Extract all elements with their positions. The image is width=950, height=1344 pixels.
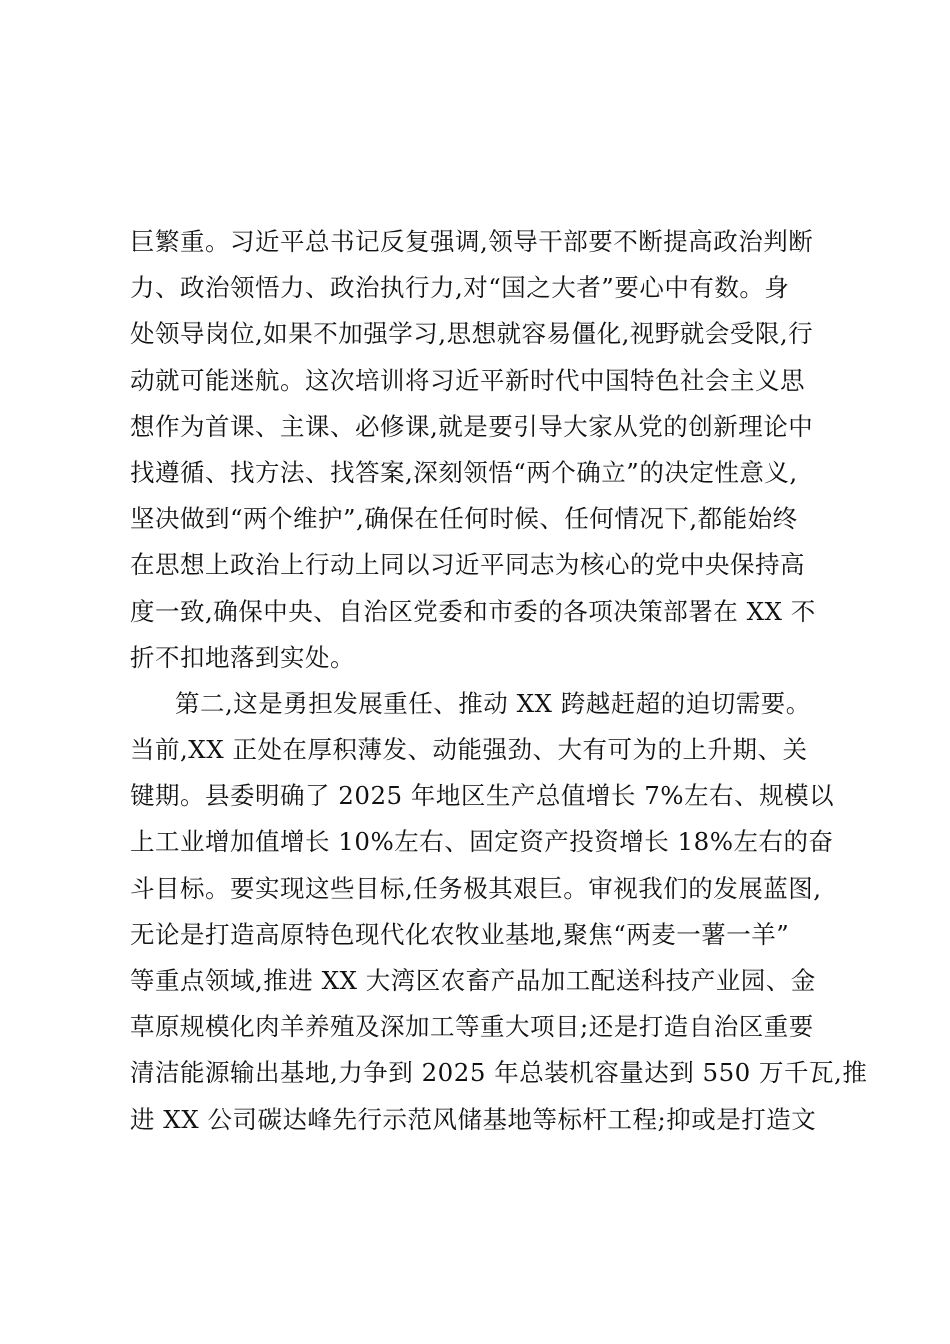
text-line: 清洁能源输出基地,力争到 2025 年总装机容量达到 550 万千瓦,推 [130,1058,868,1088]
text-line: 无论是打造高原特色现代化农牧业基地,聚焦“两麦一薯一羊” [130,919,790,949]
body-text [130,219,868,1143]
text-line: 草原规模化肉羊养殖及深加工等重大项目;还是打造自治区重要 [130,1012,814,1042]
text-line: 键期。县委明确了 2025 年地区生产总值增长 7%左右、规模以 [130,781,835,811]
text-line: 斗目标。要实现这些目标,任务极其艰巨。审视我们的发展蓝图, [130,873,822,903]
text-line: 找遵循、找方法、找答案,深刻领悟“两个确立”的决定性意义, [130,457,798,487]
text-line: 进 XX 公司碳达峰先行示范风储基地等标杆工程;抑或是打造文 [130,1104,817,1134]
text-line: 巨繁重。习近平总书记反复强调,领导干部要不断提高政治判断 [130,227,814,256]
text-line: 处领导岗位,如果不加强学习,思想就容易僵化,视野就会受限,行 [130,319,814,349]
text-line: 等重点领域,推进 XX 大湾区农畜产品加工配送科技产业园、金 [130,966,816,995]
text-line: 上工业增加值增长 10%左右、固定资产投资增长 18%左右的奋 [130,827,834,857]
text-line: 度一致,确保中央、自治区党委和市委的各项决策部署在 XX 不 [130,596,816,626]
paragraph-start-line: 第二,这是勇担发展重任、推动 XX 跨越赶超的迫切需要。 [175,688,811,718]
text-line: 在思想上政治上行动上同以习近平同志为核心的党中央保持高 [130,550,805,580]
text-line: 力、政治领悟力、政治执行力,对“国之大者”要心中有数。身 [130,273,790,303]
text-line: 想作为首课、主课、必修课,就是要引导大家从党的创新理论中 [130,411,814,441]
text-line: 折不扣地落到实处。 [130,642,355,672]
text-line: 坚决做到“两个维护”,确保在任何时候、任何情况下,都能始终 [130,504,798,534]
text-line: 动就可能迷航。这次培训将习近平新时代中国特色社会主义思 [130,365,805,395]
text-line: 当前,XX 正处在厚积薄发、动能强劲、大有可为的上升期、关 [130,735,808,765]
